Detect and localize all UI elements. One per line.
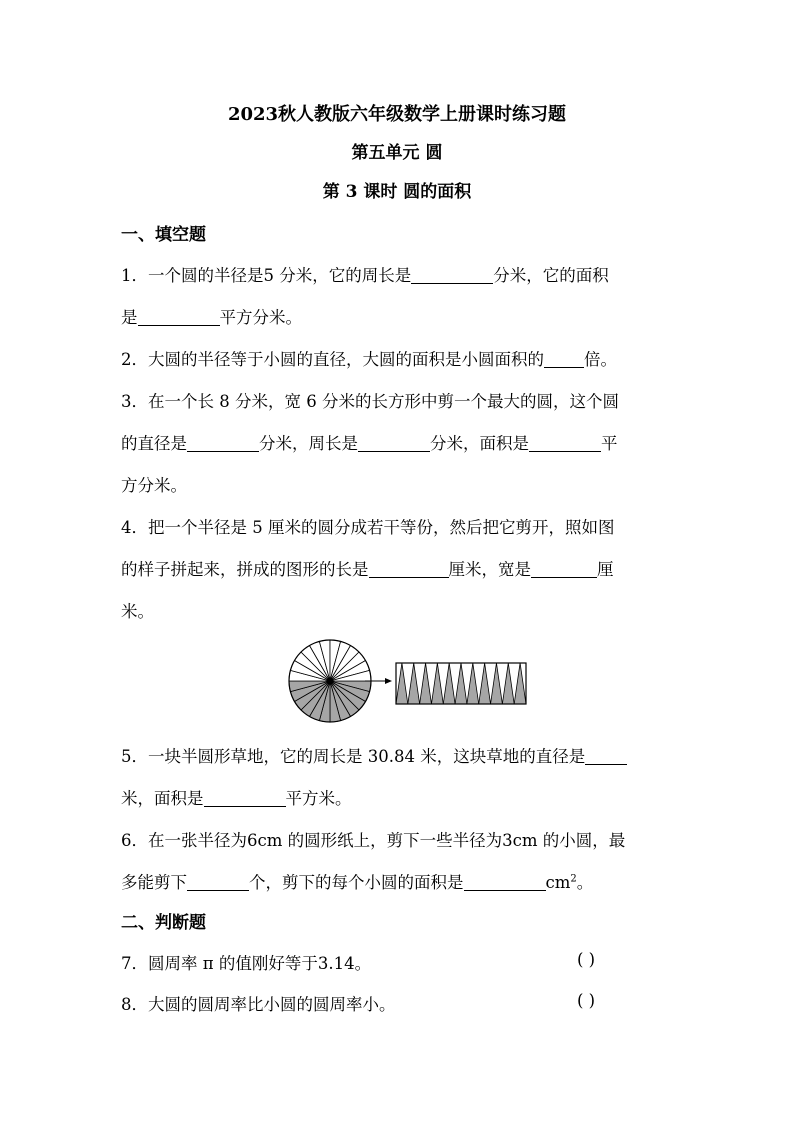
question-2 bbox=[121, 346, 617, 370]
q1-text-a: 1．一个圆的半径是5 分米，它的周长是 bbox=[121, 266, 412, 285]
q5-blank-diameter[interactable] bbox=[585, 747, 627, 765]
question-5-line-1 bbox=[121, 743, 627, 767]
q4-blank-length[interactable] bbox=[369, 560, 449, 578]
rectangle-strip bbox=[455, 663, 467, 704]
q4-text-c: 厘米，宽是 bbox=[448, 560, 531, 579]
q7-answer-parens[interactable]: ( ) bbox=[577, 950, 596, 969]
section-fill-blanks: 一、填空题 bbox=[121, 225, 206, 245]
rectangle-strip bbox=[396, 663, 408, 704]
q1-blank-circumference[interactable] bbox=[411, 266, 493, 284]
question-6-line-1 bbox=[121, 827, 625, 851]
question-8: 8．大圆的圆周率比小圆的圆周率小。 bbox=[121, 995, 396, 1014]
q3-text-b: 的直径是 bbox=[121, 434, 187, 453]
rectangle-strip bbox=[408, 663, 420, 704]
question-5-line-2 bbox=[121, 785, 352, 809]
rectangle-strip bbox=[443, 663, 455, 704]
q3-text-c: 分米，周长是 bbox=[259, 434, 358, 453]
q5-text-b: 米，面积是 bbox=[121, 789, 204, 808]
q5-blank-area[interactable] bbox=[204, 789, 286, 807]
q3-blank-area[interactable] bbox=[529, 434, 601, 452]
question-3-line-1 bbox=[121, 388, 619, 412]
q3-text-d: 分米，面积是 bbox=[430, 434, 529, 453]
rectangle-strip bbox=[514, 663, 526, 704]
q5-text-c: 平方米。 bbox=[285, 789, 352, 808]
q5-text-a: 5．一块半圆形草地，它的周长是 30.84 米，这块草地的直径是 bbox=[121, 747, 586, 766]
question-4-line-2 bbox=[121, 556, 614, 580]
q6-text-e: 。 bbox=[576, 873, 594, 892]
question-1-line-2 bbox=[121, 304, 302, 328]
question-7: 7．圆周率 π 的值刚好等于3.14。 bbox=[121, 954, 372, 973]
q6-text-a: 6．在一张半径为6cm 的圆形纸上，剪下一些半径为3cm 的小圆，最 bbox=[121, 831, 626, 850]
page-title: 2023秋人教版六年级数学上册课时练习题 bbox=[227, 104, 567, 125]
rectangle-strip bbox=[491, 663, 503, 704]
q6-unit: cm bbox=[545, 873, 571, 892]
question-3-line-2 bbox=[121, 430, 618, 454]
q6-text-b: 多能剪下 bbox=[121, 873, 187, 892]
q2-blank-ratio[interactable] bbox=[544, 350, 584, 368]
q3-text-a: 3．在一个长 8 分米，宽 6 分米的长方形中剪一个最大的圆，这个圆 bbox=[121, 392, 619, 411]
q6-text-c: 个，剪下的每个小圆的面积是 bbox=[249, 873, 464, 892]
question-1-line-1 bbox=[121, 262, 609, 286]
q4-text-a: 4．把一个半径是 5 厘米的圆分成若干等份，然后把它剪开，照如图 bbox=[121, 518, 615, 537]
section-true-false: 二、判断题 bbox=[121, 913, 206, 933]
q6-unit-exponent: 2 bbox=[570, 873, 577, 885]
q2-text-b: 倍。 bbox=[584, 350, 617, 369]
q1-blank-area[interactable] bbox=[138, 308, 220, 326]
q8-answer-parens[interactable]: ( ) bbox=[577, 991, 596, 1010]
q4-text-e: 米。 bbox=[121, 602, 154, 621]
q1-text-d: 平方分米。 bbox=[219, 308, 302, 327]
q4-text-d: 厘 bbox=[597, 560, 614, 579]
rearranged-rectangle bbox=[396, 663, 526, 704]
q3-blank-circumference[interactable] bbox=[358, 434, 430, 452]
circle-to-rectangle-figure bbox=[288, 636, 538, 726]
q4-text-b: 的样子拼起来，拼成的图形的长是 bbox=[121, 560, 369, 579]
rectangle-strip bbox=[467, 663, 479, 704]
rectangle-strip bbox=[420, 663, 432, 704]
q3-text-e: 平 bbox=[601, 434, 618, 453]
q1-text-c: 是 bbox=[121, 308, 138, 327]
divided-circle bbox=[289, 640, 371, 722]
rectangle-strip bbox=[479, 663, 491, 704]
q4-blank-width[interactable] bbox=[531, 560, 597, 578]
q6-blank-area[interactable] bbox=[464, 873, 546, 891]
q2-text-a: 2．大圆的半径等于小圆的直径，大圆的面积是小圆面积的 bbox=[121, 350, 544, 369]
question-4-line-3 bbox=[121, 598, 154, 622]
q3-text-f: 方分米。 bbox=[121, 476, 187, 495]
q1-text-b: 分米，它的面积 bbox=[493, 266, 609, 285]
lesson-title: 第 3 课时 圆的面积 bbox=[322, 182, 472, 202]
rectangle-strip bbox=[502, 663, 514, 704]
unit-title: 第五单元 圆 bbox=[351, 143, 443, 163]
q6-blank-count[interactable] bbox=[187, 873, 249, 891]
question-6-line-2 bbox=[121, 869, 593, 893]
question-4-line-1 bbox=[121, 514, 615, 538]
question-3-line-3 bbox=[121, 472, 187, 496]
rectangle-strip bbox=[431, 663, 443, 704]
q3-blank-diameter[interactable] bbox=[187, 434, 259, 452]
